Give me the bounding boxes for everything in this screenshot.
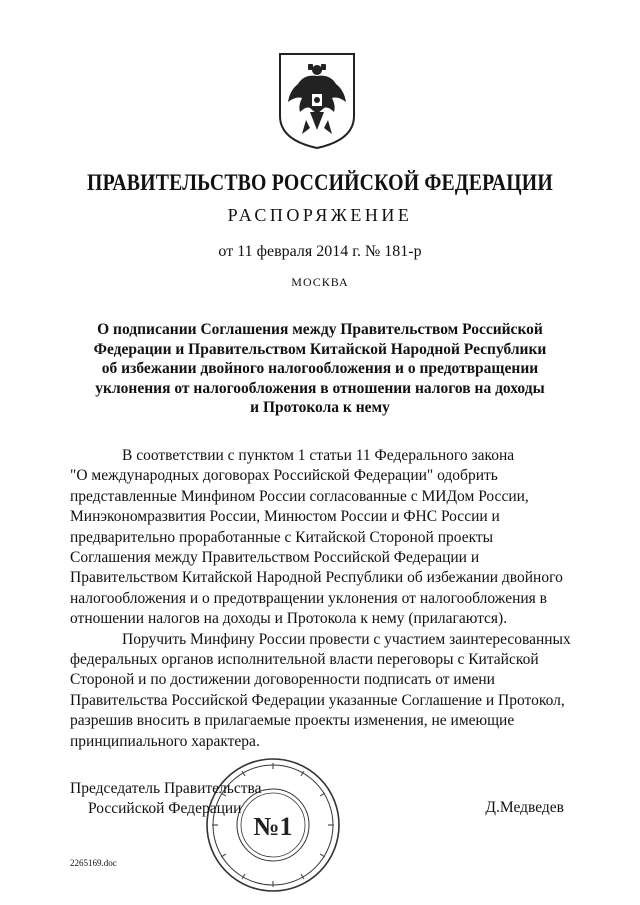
signatory-position-line-2: Российской Федерации xyxy=(88,800,242,818)
body-line: "О международных договорах Российской Федерации" одобрить xyxy=(70,467,498,485)
body-line: Правительства Российской Федерации указанные Соглашение и Протокол, xyxy=(70,691,565,709)
paragraph-1 xyxy=(70,446,565,630)
body-line: принципиального характера. xyxy=(70,732,260,750)
coat-of-arms-emblem xyxy=(274,50,360,150)
official-seal xyxy=(203,755,343,895)
body-line: предварительно проработанные с Китайской Стороной проекты xyxy=(70,528,494,546)
body-line: В соответствии с пунктом 1 статьи 11 Федерального закона xyxy=(122,447,515,464)
body-line: федеральных органов исполнительной власти переговоры с Китайской xyxy=(70,651,539,669)
heading-line: об избежании двойного налогообложения и о предотвращении xyxy=(101,360,539,377)
seal-number: №1 xyxy=(253,812,293,841)
heading-line: О подписании Соглашения между Правительством Российской xyxy=(97,321,543,338)
document-type: РАСПОРЯЖЕНИЕ xyxy=(227,205,413,225)
government-title: ПРАВИТЕЛЬСТВО РОССИЙСКОЙ ФЕДЕРАЦИИ xyxy=(87,170,553,195)
body-line: Правительством Китайской Народной Республики об избежании двойного xyxy=(70,569,563,587)
body-line: Минэкономразвития России, Минюстом России и ФНС России и xyxy=(70,508,500,526)
body-line: представленные Минфином России согласованные с МИДом России, xyxy=(70,487,529,505)
heading-line: уклонения от налогообложения в отношении налогов на доходы xyxy=(95,379,545,397)
heading-line: Федерации и Правительством Китайской Народной Республики xyxy=(93,340,547,358)
body-line: разрешив вносить в прилагаемые проекты изменения, не имеющие xyxy=(70,712,515,730)
paragraph-2 xyxy=(70,630,571,752)
document-city: МОСКВА xyxy=(291,275,349,289)
body-line: налогообложения и о предотвращении уклонения от налогообложения в xyxy=(70,589,547,607)
document-body xyxy=(70,446,571,752)
document-file-code: 2265169.doc xyxy=(70,858,117,868)
heading-line: и Протокола к нему xyxy=(250,399,390,416)
body-line: Поручить Минфину России провести с участием заинтересованных xyxy=(122,630,571,648)
document-date-number: от 11 февраля 2014 г. № 181-р xyxy=(218,243,422,260)
signatory-name: Д.Медведев xyxy=(485,799,564,816)
signatory-position xyxy=(70,779,262,820)
body-line: Стороной и по достижении договоренности подписать от имени xyxy=(70,671,495,689)
body-line: Соглашения между Правительством Российской Федерации и xyxy=(70,549,480,567)
document-heading xyxy=(60,320,580,418)
body-line: отношении налогов на доходы и Протокола к нему (прилагаются). xyxy=(70,610,508,628)
signatory-position-line-1: Председатель Правительства xyxy=(70,780,262,797)
